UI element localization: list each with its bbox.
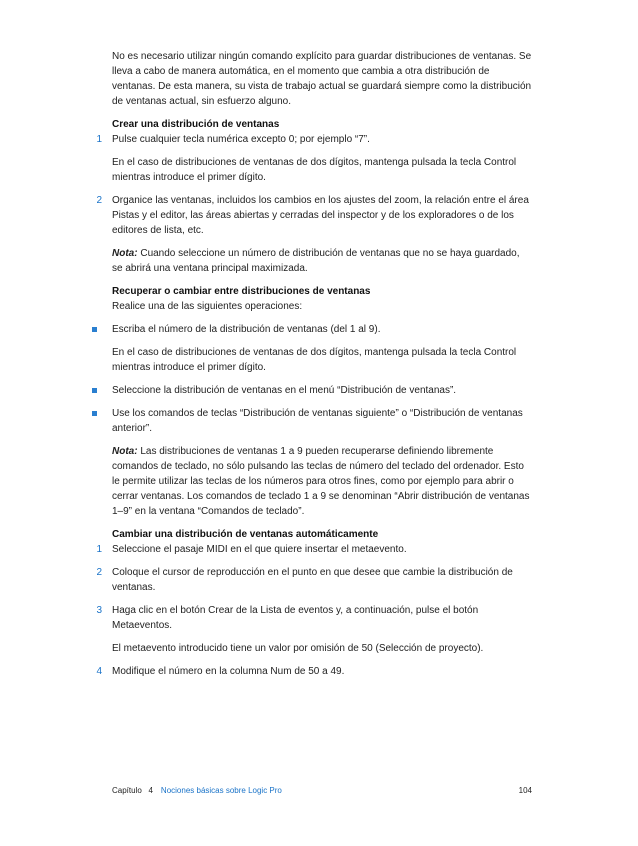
bullet-text: Use los comandos de teclas “Distribución de ventanas siguiente” o “Distribución de ventanas anterior”. <box>112 408 523 434</box>
step-2 <box>96 193 532 238</box>
step-1-note: En el caso de distribuciones de ventanas de dos dígitos, mantenga pulsada la tecla Control mientras introduce el primer dígito. <box>112 157 517 183</box>
page-number: 104 <box>518 786 532 795</box>
bullet-1-note: En el caso de distribuciones de ventanas de dos dígitos, mantenga pulsada la tecla Control mientras introduce el primer dígito. <box>112 347 517 373</box>
step-1 <box>96 132 532 147</box>
note-paragraph <box>112 444 532 519</box>
bullet-item-3 <box>112 406 532 436</box>
bullet-square-icon <box>92 388 97 393</box>
step-number: 3 <box>96 605 102 616</box>
page-footer <box>112 785 532 797</box>
bullet-item-2 <box>112 383 532 398</box>
footer-chapter-title: Nociones básicas sobre Logic Pro <box>160 786 282 795</box>
bullet-square-icon <box>92 327 97 332</box>
note-text: Las distribuciones de ventanas 1 a 9 pueden recuperarse definiendo libremente comandos de teclado, no sólo pulsando las teclas de número del teclado del ordenador. Esto le permite utilizar las teclas de los números para otros fines, como por ejemplo para abrir o cerrar ventanas. Los comandos de teclado 1 a 9 se denominan “Abrir distribución de ventanas 1–9” en la ventana “Comandos de teclado”. <box>112 446 530 517</box>
note-paragraph <box>112 246 532 276</box>
bullet-item-1 <box>112 322 532 337</box>
section-heading-create: Crear una distribución de ventanas <box>112 119 280 130</box>
step-number: 1 <box>96 134 102 145</box>
step-text: Seleccione el pasaje MIDI en el que quiere insertar el metaevento. <box>112 544 407 555</box>
step-3-note: El metaevento introducido tiene un valor por omisión de 50 (Selección de proyecto). <box>112 643 484 654</box>
step-text: Haga clic en el botón Crear de la Lista de eventos y, a continuación, pulse el botón Metaeventos. <box>112 605 479 631</box>
section-subheading: Realice una de las siguientes operaciones: <box>112 301 303 312</box>
note-text: Cuando seleccione un número de distribución de ventanas que no se haya guardado, se abrirá una ventana principal maximizada. <box>112 248 520 274</box>
page-body <box>96 49 532 679</box>
intro-paragraph: No es necesario utilizar ningún comando explícito para guardar distribuciones de ventanas. Se lleva a cabo de manera automática, en el momento que cambia a otra distribución de ventanas. De esta manera, su vista de trabajo actual se guardará siempre como la distribución de ventanas actual, sin esfuerzo alguno. <box>112 51 532 107</box>
note-label: Nota: <box>112 446 138 457</box>
bullet-text: Seleccione la distribución de ventanas en el menú “Distribución de ventanas”. <box>112 385 457 396</box>
bullet-text: Escriba el número de la distribución de ventanas (del 1 al 9). <box>112 324 381 335</box>
bullet-square-icon <box>92 411 97 416</box>
step-2 <box>96 565 532 595</box>
step-text: Modifique el número en la columna Num de 50 a 49. <box>112 666 345 677</box>
step-number: 1 <box>96 544 102 555</box>
section-heading-recall: Recuperar o cambiar entre distribuciones de ventanas <box>112 286 371 297</box>
footer-chapter: Capítulo 4 <box>112 786 153 795</box>
step-text: Pulse cualquier tecla numérica excepto 0; por ejemplo “7”. <box>112 134 370 145</box>
section-heading-auto: Cambiar una distribución de ventanas automáticamente <box>112 529 379 540</box>
step-4 <box>96 664 532 679</box>
step-number: 2 <box>96 567 102 578</box>
step-text: Organice las ventanas, incluidos los cambios en los ajustes del zoom, la relación entre el área Pistas y el editor, las áreas abiertas y cerradas del inspector y de los exploradores o de los editores de lista, etc. <box>112 195 529 236</box>
step-number: 4 <box>96 666 102 677</box>
step-1 <box>96 542 532 557</box>
step-text: Coloque el cursor de reproducción en el punto en que desee que cambie la distribución de ventanas. <box>112 567 513 593</box>
note-label: Nota: <box>112 248 138 259</box>
step-number: 2 <box>96 195 102 206</box>
step-3 <box>96 603 532 633</box>
